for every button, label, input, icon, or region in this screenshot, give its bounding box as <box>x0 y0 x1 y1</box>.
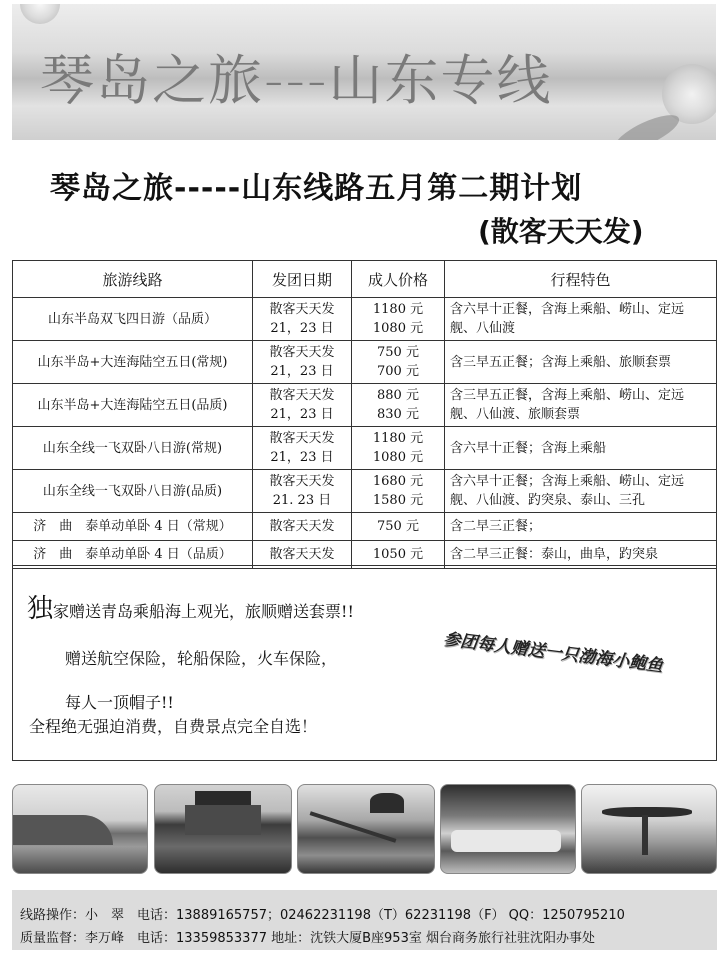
trip-features <box>445 470 717 513</box>
header-banner <box>12 4 716 140</box>
route-name: 山东半岛+大连海陆空五日(品质) <box>13 384 253 427</box>
trip-features <box>445 298 717 341</box>
table-row <box>13 513 717 541</box>
departure-date <box>253 341 352 384</box>
trip-features <box>445 384 717 427</box>
promotion-box <box>12 565 717 761</box>
adult-price <box>352 298 445 341</box>
price-line: 830 元 <box>377 407 419 422</box>
header-price: 成人价格 <box>352 261 445 298</box>
price-line: 1180 元 <box>372 431 424 446</box>
date-line: 21，23 日 <box>270 321 334 336</box>
adult-price <box>352 427 445 470</box>
date-line: 21，23 日 <box>270 407 334 422</box>
page-title: 琴岛之旅-----山东线路五月第二期计划 <box>50 171 583 206</box>
table-row <box>13 298 717 341</box>
feature-line: 含六早十正餐；含海上乘船、崂山、定远 <box>450 474 685 489</box>
header-features: 行程特色 <box>445 261 717 298</box>
date-line: 散客天天发 <box>269 302 335 317</box>
date-line: 散客天天发 <box>269 431 335 446</box>
adult-price <box>352 384 445 427</box>
route-name: 山东全线一飞双卧八日游(品质) <box>13 470 253 513</box>
trip-features: 含二早三正餐：泰山，曲阜，趵突泉 <box>445 541 717 569</box>
contact-footer <box>12 890 717 950</box>
price-line: 750 元 <box>377 345 419 360</box>
price-line: 1180 元 <box>372 302 424 317</box>
table-row <box>13 427 717 470</box>
mountain-pine-photo <box>581 784 717 874</box>
table-row <box>13 470 717 513</box>
spring-photo <box>440 784 576 874</box>
price-line: 1080 元 <box>372 321 424 336</box>
price-line: 1680 元 <box>372 474 424 489</box>
price-line: 700 元 <box>377 364 419 379</box>
departure-date: 散客天天发 <box>253 513 352 541</box>
departure-date <box>253 384 352 427</box>
departure-date: 散客天天发 <box>253 541 352 569</box>
routes-table <box>12 260 717 569</box>
page-subtitle: (散客天天发) <box>478 215 644 248</box>
table-header-row <box>13 261 717 298</box>
header-date: 发团日期 <box>253 261 352 298</box>
abalone-gift-stamp: 参团每人赠送一只渤海小鲍鱼 <box>442 629 665 677</box>
header-route: 旅游线路 <box>13 261 253 298</box>
date-line: 散客天天发 <box>269 474 335 489</box>
promo-line-insurance: 赠送航空保险，轮船保险，火车保险， <box>65 649 338 668</box>
date-line: 散客天天发 <box>269 345 335 360</box>
pavilion-photo <box>297 784 435 874</box>
trip-features <box>445 341 717 384</box>
route-name: 济 曲 泰单动单卧 4 日（常规） <box>13 513 253 541</box>
trip-features: 含二早三正餐； <box>445 513 717 541</box>
coastline-photo <box>12 784 148 874</box>
route-name: 山东全线一飞双卧八日游(常规) <box>13 427 253 470</box>
feature-line: 含三早五正餐，含海上乘船、崂山、定远 <box>450 388 685 403</box>
route-name: 山东半岛+大连海陆空五日(常规) <box>13 341 253 384</box>
trip-features <box>445 427 717 470</box>
contact-line-supervisor: 质量监督：李万峰 电话：13359853377 地址：沈铁大厦B座953室 烟台商务旅行社驻沈阳办事处 <box>20 931 595 946</box>
departure-date <box>253 470 352 513</box>
feature-line: 含三早五正餐；含海上乘船、旅顺套票 <box>450 354 672 370</box>
promo-line-hat: 每人一顶帽子!! <box>65 693 174 712</box>
departure-date <box>253 427 352 470</box>
price-line: 880 元 <box>377 388 419 403</box>
feature-line: 含六早十正餐，含海上乘船、崂山、定远 <box>450 302 685 317</box>
table-row <box>13 384 717 427</box>
feature-line: 舰、八仙渡、旅顺套票 <box>450 407 581 422</box>
price-line: 1080 元 <box>372 450 424 465</box>
banner-title: 琴岛之旅---山东专线 <box>40 49 553 112</box>
feature-line: 含六早十正餐；含海上乘船 <box>450 440 607 456</box>
date-line: 21，23 日 <box>270 450 334 465</box>
flower-decoration <box>20 4 60 24</box>
adult-price <box>352 470 445 513</box>
table-row <box>13 341 717 384</box>
promo-line-no-shopping: 全程绝无强迫消费，自费景点完全自选！ <box>29 717 318 736</box>
contact-line-operator: 线路操作：小 翠 电话：13889165757；02462231198（T）62231198（F） QQ：1250795210 <box>20 908 625 923</box>
departure-date <box>253 298 352 341</box>
temple-photo <box>154 784 292 874</box>
adult-price <box>352 341 445 384</box>
route-name: 济 曲 泰单动单卧 4 日（品质） <box>13 541 253 569</box>
price-line: 1580 元 <box>372 493 424 508</box>
scenery-photos <box>12 784 717 874</box>
date-line: 21. 23 日 <box>272 493 332 508</box>
route-name: 山东半岛双飞四日游（品质） <box>13 298 253 341</box>
promo-line1-text: 家赠送青岛乘船海上观光，旅顺赠送套票!! <box>53 602 354 621</box>
adult-price: 750 元 <box>352 513 445 541</box>
date-line: 21，23 日 <box>270 364 334 379</box>
feature-line: 舰、八仙渡、趵突泉、泰山、三孔 <box>450 493 646 508</box>
promo-first-char: 独 <box>27 594 54 624</box>
adult-price: 1050 元 <box>352 541 445 569</box>
date-line: 散客天天发 <box>269 388 335 403</box>
promo-line-exclusive <box>27 588 354 625</box>
feature-line: 舰、八仙渡 <box>450 321 516 336</box>
